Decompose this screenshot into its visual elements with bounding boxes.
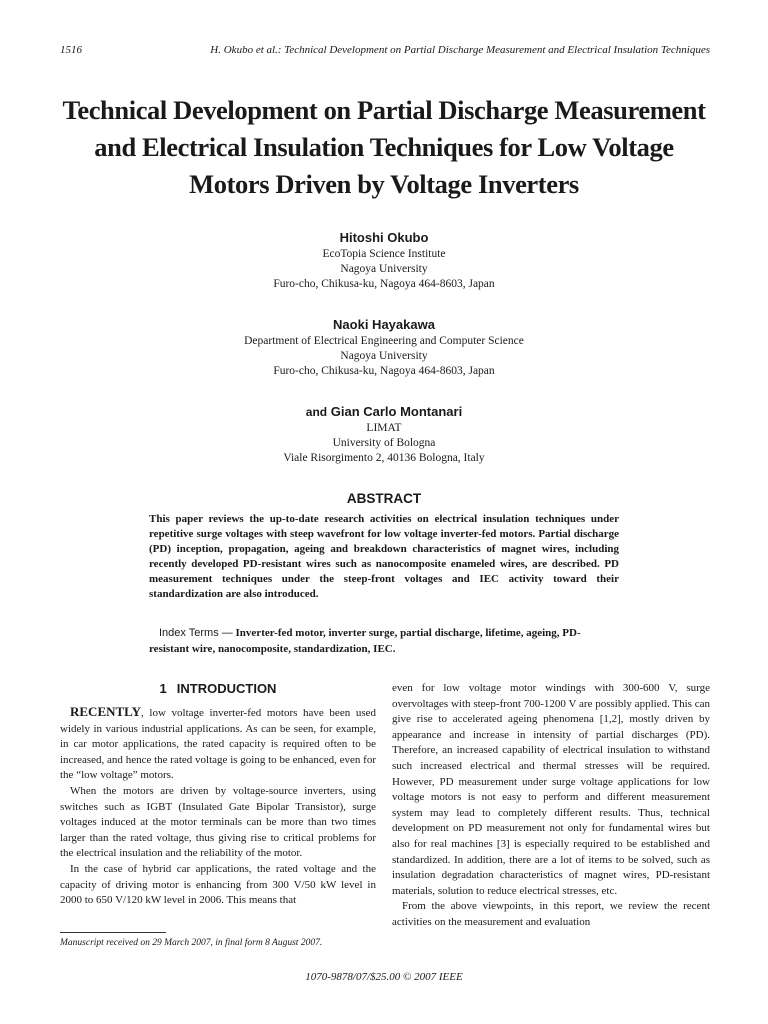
page-number: 1516 xyxy=(60,44,82,56)
title-line: and Electrical Insulation Techniques for Low Voltage xyxy=(94,132,674,162)
author-block-2 xyxy=(0,316,768,379)
author-name: Hitoshi Okubo xyxy=(339,230,429,245)
author-affiliation-line: Furo-cho, Chikusa-ku, Nagoya 464-8603, Japan xyxy=(273,365,495,377)
author-affiliation-line: University of Bologna xyxy=(332,437,436,449)
author-name: Naoki Hayakawa xyxy=(333,317,435,332)
index-terms-list: Inverter-fed motor, inverter surge, partial discharge, lifetime, ageing, PD-resistant wire, nanocomposite, standardization, IEC. xyxy=(149,627,581,655)
author-affiliation-line: Department of Electrical Engineering and Computer Science xyxy=(244,335,524,347)
paper-title xyxy=(30,92,738,203)
author-affiliation-line: EcoTopia Science Institute xyxy=(322,248,446,260)
author-affiliation-line: Nagoya University xyxy=(340,350,428,362)
author-affiliation-line: Furo-cho, Chikusa-ku, Nagoya 464-8603, Japan xyxy=(273,278,495,290)
abstract-heading: ABSTRACT xyxy=(346,491,422,506)
author-name: Gian Carlo Montanari xyxy=(330,404,463,419)
right-column xyxy=(392,681,710,931)
paragraph: From the above viewpoints, in this report, we review the recent activities on the measurement and evaluation xyxy=(392,900,710,928)
paragraph: When the motors are driven by voltage-source inverters, using switches such as IGBT (Insulated Gate Bipolar Transistor), surge voltages induced at the motor terminals can be more than two times larger than the rated voltage, thus giving rise to critical problems for the electrical insulation and the reliability of the motor. xyxy=(60,784,376,860)
abstract-text: This paper reviews the up-to-date research activities on electrical insulation techniques under repetitive surge voltages with steep wavefront for low voltage inverter-fed motors. Partial discharge (PD) inception, propagation, ageing and breakdown characteristics of magnet wires, including recently developed PD-resistant wires such as nanocomposite enameled wires, are described. PD measurement techniques under the steep-front voltages and IEC activity toward their standardization are also introduced. xyxy=(149,513,619,600)
author-affiliation-line: LIMAT xyxy=(366,422,402,434)
paragraph: even for low voltage motor windings with 300-600 V, surge overvoltages with steep-front 700-1200 V are possibly applied. This can give rise to accelerated ageing phenomena [1,2], mostly driven by appearance and increase in intensity of partial discharges (PD). Therefore, an increased capability of electrical insulation to withstand such increased electrical and thermal stresses will be required. However, PD measurement under surge voltage applications for low voltage motors is not easy to perform and different measurement system may lead to completely different results. Thus, technical development on PD measurement not only for fundamental wires but also for real machines [3] is especially required to be established and standardized. In addition, there are a lot of items to be solved, such as insulation degradation characteristics of magnet wires, PD-resistant materials, solution to reduce electrical stresses, etc. xyxy=(392,682,710,897)
author-block-1 xyxy=(0,229,768,292)
section-number: 1 xyxy=(159,681,167,696)
paragraph-text: , low voltage inverter-fed motors have been used widely in various industrial applications. As can be seen, for example, in car motor applications, the rated capacity is required often to be increased, and hence the rated voltage is going to be enhanced, even for the “low voltage” motors. xyxy=(60,707,376,782)
running-title: H. Okubo et al.: Technical Development on Partial Discharge Measurement and Electrical Insulation Techniques xyxy=(210,44,710,56)
section-heading xyxy=(60,681,376,696)
author-affiliation-line: Nagoya University xyxy=(340,263,428,275)
running-header xyxy=(60,44,710,62)
title-line: Technical Development on Partial Discharge Measurement xyxy=(62,95,706,125)
index-terms xyxy=(149,625,619,657)
footnote-rule xyxy=(60,932,166,933)
author-affiliation-line: Viale Risorgimento 2, 40136 Bologna, Italy xyxy=(283,452,485,464)
footnote: Manuscript received on 29 March 2007, in final form 8 August 2007. xyxy=(60,938,323,948)
title-line: Motors Driven by Voltage Inverters xyxy=(189,169,579,199)
author-prefix: and xyxy=(305,405,328,419)
author-block-3 xyxy=(0,403,768,466)
copyright-line: 1070-9878/07/$25.00 © 2007 IEEE xyxy=(305,971,463,983)
paragraph: In the case of hybrid car applications, the rated voltage and the capacity of driving motor is enhancing from 300 V/50 kW level in 2000 to 650 V/120 kW level in 2006. This means that xyxy=(60,862,376,907)
section-title: INTRODUCTION xyxy=(176,681,277,696)
index-terms-label: Index Terms — xyxy=(159,627,233,639)
paragraph xyxy=(60,704,376,784)
lead-word: RECENTLY xyxy=(70,704,142,719)
left-column xyxy=(60,704,376,909)
